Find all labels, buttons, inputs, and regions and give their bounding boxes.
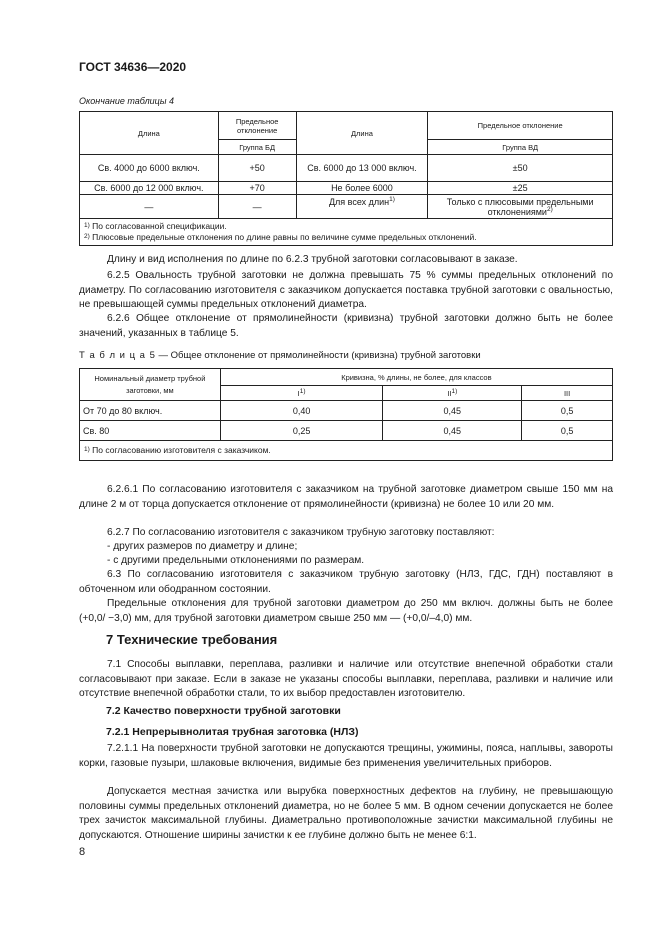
t4-cell: Св. 6000 до 13 000 включ. — [296, 155, 428, 182]
t5-class-2 — [383, 386, 522, 401]
t5-cell: 0,40 — [220, 401, 383, 421]
t4-cell — [428, 195, 613, 219]
t5-class-3: III — [522, 386, 613, 401]
paragraph: 7.2.1.1 На поверхности трубной заготовки не допускаются трещины, ужимины, пояса, наплывы, завороты корки, газовые пузыри, шлаковые включения, видимые без применения увеличительных приборов. — [79, 743, 613, 769]
t5-class-1 — [220, 386, 383, 401]
t5-cell: Св. 80 — [80, 421, 221, 441]
t4-cell: ±50 — [428, 155, 613, 182]
t4-cell-text: Для всех длин — [328, 197, 390, 207]
paragraph: 6.2.5 Овальность трубной заготовки не должна превышать 75 % суммы предельных отклонений по диаметру. По согласованию изготовителя с заказчиком допускается поставка трубной заготовки с овальностью, не превышающей суммы предельных отклонений диаметра. — [79, 270, 613, 310]
subsection-heading: 7.2 Качество поверхности трубной заготовки — [106, 705, 341, 717]
table-row — [80, 182, 613, 195]
paragraph: 6.2.6.1 По согласованию изготовителя с заказчиком на трубной заготовке диаметром свыше 150 мм на длине 2 м от торца допускается отклонение от прямолинейности (кривизна) не более 10 или 20 мм. — [79, 484, 613, 510]
table-row — [80, 195, 613, 219]
t4-cell: +50 — [218, 155, 296, 182]
t5-cell: 0,5 — [522, 401, 613, 421]
table-row — [80, 421, 613, 441]
footnote-mark: 1) — [84, 222, 90, 229]
table-row — [80, 155, 613, 182]
footnote-mark: 1) — [299, 387, 306, 395]
t5-cell: 0,25 — [220, 421, 383, 441]
t5-header-curvature: Кривизна, % длины, не более, для классов — [220, 369, 612, 386]
table5-caption-prefix: Т а б л и ц а 5 — [79, 350, 156, 361]
paragraph: 6.3 По согласованию изготовителя с заказчиком трубную заготовку (НЛЗ, ГДС, ГДН) поставляют в обточенном или ободранном состоянии. — [79, 569, 613, 595]
paragraph: 7.1 Способы выплавки, переплава, разливки и наличие или отсутствие внепечной обработки стали согласовывают при заказе. Если в заказе не указаны способы выплавки, переплава, разливки и наличие или отсутствие внепечной обработки стали, то их выбор предоставлен изготовителю. — [79, 659, 613, 699]
t5-cell: 0,5 — [522, 421, 613, 441]
t5-cell: 0,45 — [383, 421, 522, 441]
paragraph: Предельные отклонения для трубной заготовки диаметром до 250 мм включ. должны быть не более (+0,0/ −3,0) мм, для трубной заготовки диаметром свыше 250 мм — (+0,0/–4,0) мм. — [79, 598, 613, 624]
t4-cell: ±25 — [428, 182, 613, 195]
t4-cell: Св. 6000 до 12 000 включ. — [80, 182, 219, 195]
footnote-text: По согласованной спецификации. — [92, 221, 227, 231]
t4-cell: — — [80, 195, 219, 219]
table-row — [80, 401, 613, 421]
t4-header-deviation: Предельное отклонение — [218, 112, 296, 140]
table-5 — [79, 368, 613, 461]
t4-cell — [296, 195, 428, 219]
t5-footnotes — [80, 441, 613, 461]
section-heading: 7 Технические требования — [106, 632, 278, 647]
table4-caption: Окончание таблицы 4 — [79, 96, 174, 106]
t4-footnotes — [80, 219, 613, 246]
footnote-text: Плюсовые предельные отклонения по длине равны по величине сумме предельных отклонений. — [92, 232, 477, 242]
paragraph: 6.2.6 Общее отклонение от прямолинейности (кривизна) трубной заготовки должно быть не более значений, указанных в таблице 5. — [79, 313, 613, 339]
paragraph: 6.2.7 По согласованию изготовителя с заказчиком трубную заготовку поставляют: — [107, 527, 495, 538]
footnote-mark: 2) — [546, 205, 553, 213]
table5-caption-text: — Общее отклонение от прямолинейности (кривизна) трубной заготовки — [155, 350, 481, 361]
t4-header-length: Длина — [80, 112, 219, 155]
table-4 — [79, 111, 613, 246]
footnote-mark: 1) — [389, 196, 395, 203]
t4-cell: Не более 6000 — [296, 182, 428, 195]
t5-header-diameter: Номинальный диаметр трубной заготовки, мм — [80, 369, 221, 401]
footnote-mark: 1) — [84, 446, 90, 453]
subsection-heading: 7.2.1 Непрерывнолитая трубная заготовка (НЛЗ) — [106, 726, 359, 738]
class-label: I — [297, 388, 300, 398]
t5-cell: От 70 до 80 включ. — [80, 401, 221, 421]
t4-header-length2: Длина — [296, 112, 428, 155]
t4-group-bd: Группа БД — [218, 140, 296, 155]
t4-header-deviation2: Предельное отклонение — [428, 112, 613, 140]
t4-group-vd: Группа ВД — [428, 140, 613, 155]
page-number: 8 — [79, 846, 86, 858]
t4-cell: +70 — [218, 182, 296, 195]
class-label: II — [447, 388, 452, 398]
paragraph: - других размеров по диаметру и длине; — [107, 541, 298, 552]
footnote-text: По согласованию изготовителя с заказчиком. — [92, 445, 271, 455]
t4-cell: — — [218, 195, 296, 219]
paragraph: - с другими предельными отклонениями по размерам. — [107, 555, 365, 566]
t4-cell: Св. 4000 до 6000 включ. — [80, 155, 219, 182]
document-header: ГОСТ 34636—2020 — [79, 60, 187, 74]
t5-cell: 0,45 — [383, 401, 522, 421]
paragraph: Длину и вид исполнения по длине по 6.2.3 трубной заготовки согласовывают в заказе. — [107, 254, 518, 265]
paragraph: Допускается местная зачистка или вырубка поверхностных дефектов на глубину, не превышающую половины суммы предельных отклонений диаметра, но не более 5 мм. В одном сечении допускается не более трех зачисток максимальной глубины. Диаметрально противоположные зачистки максимальной глубины не допускаются. Отношение ширины зачистки к ее глубине должно быть не менее 6:1. — [79, 786, 613, 841]
table5-caption — [79, 350, 481, 361]
t4-cell-text: Только с плюсовыми предельными отклонениями — [446, 196, 594, 217]
footnote-mark: 2) — [84, 233, 90, 240]
footnote-mark: 1) — [451, 387, 458, 395]
